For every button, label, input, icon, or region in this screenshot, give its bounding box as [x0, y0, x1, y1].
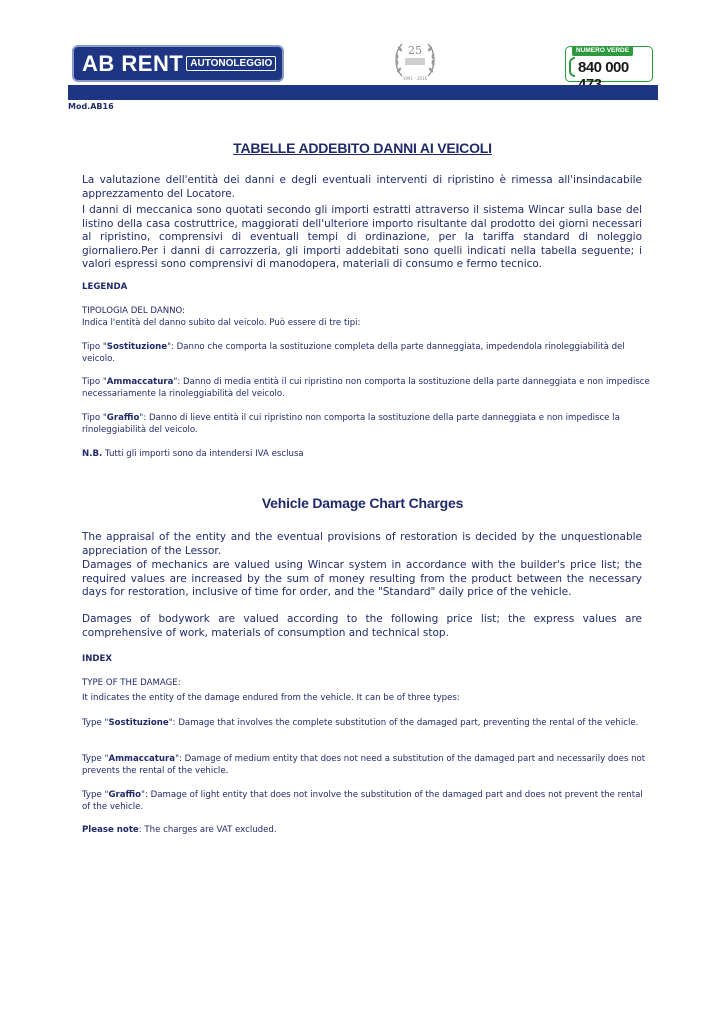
italian-type-ammaccatura: Tipo "Ammaccatura": Danno di media entità il cui ripristino non comporta la sostituzione della parte danneggiata e non impedisce necessariamente la rinoleggiabilità del veicolo.: [82, 377, 650, 399]
form-code: Mod.AB16: [68, 102, 114, 111]
english-intro-2: Damages of mechanics are valued using Wincar system in accordance with the builder's price list; the required values are increased by the sum of money resulting from the product between the necessary days for restoration, inclusive of time for order, and the "Standard" daily price of the vehicle.: [82, 559, 642, 598]
anniversary-seal-icon: [390, 36, 440, 84]
toll-free-number: 840 000: [578, 59, 629, 76]
toll-free-badge: [565, 46, 653, 82]
italian-type-graffio: Tipo "Graffio": Danno di lieve entità il cui ripristino non comporta la sostituzione della parte danneggiata e non impedisce la rinoleggiabilità del veicolo.: [82, 413, 620, 435]
english-type-desc: It indicates the entity of the damage endured from the vehicle. It can be of three types:: [82, 693, 460, 703]
italian-intro-2: I danni di meccanica sono quotati secondo gli importi estratti attraverso il sistema Wincar sulla base del listino della casa costruttrice, maggiorati dell'ulteriore importo risultante dal prodotto dei giorni necessari al ripristino, comprensivi di eventuali tempi di ordinazione, per la tariffa standard di noleggio giornaliero.Per i danni di carrozzeria, gli importi addebitati sono quelli indicati nella tabella seguente; i valori espressi sono comprensivi di manodopera, materiali di consumo e fermo tecnico.: [82, 204, 642, 270]
brand-name: AB RENT: [82, 50, 184, 76]
english-intro-3: Damages of bodywork are valued according to the following price list; the express values are comprehensive of work, materials of consumption and technical stop.: [82, 613, 642, 639]
italian-nb: N.B. Tutti gli importi sono da intendersi IVA esclusa: [82, 449, 304, 459]
english-note: Please note: The charges are VAT excluded.: [82, 825, 277, 835]
seal-number: 25: [408, 44, 422, 57]
english-title: Vehicle Damage Chart Charges: [261, 495, 464, 511]
phone-icon: [569, 57, 575, 77]
index-heading: INDEX: [82, 654, 113, 664]
italian-type-label: TIPOLOGIA DEL DANNO:: [82, 306, 186, 316]
header-bar: [68, 85, 658, 100]
toll-free-label: NUMERO VERDE: [572, 46, 633, 56]
italian-intro-1: La valutazione dell'entità dei danni e degli eventuali interventi di ripristino è rimessa all'insindacabile apprezzamento del Locatore.: [82, 174, 642, 200]
english-intro-1: The appraisal of the entity and the eventual provisions of restoration is decided by the unquestionable appreciation of the Lessor.: [82, 531, 642, 557]
legend-heading: LEGENDA: [82, 282, 128, 292]
italian-title: TABELLE ADDEBITO DANNI AI VEICOLI: [233, 140, 492, 156]
english-type-graffio: Type "Graffio": Damage of light entity that does not involve the substitution of the damaged part and does not prevent the rental of the vehicle.: [82, 790, 643, 812]
english-type-ammaccatura: Type "Ammaccatura": Damage of medium entity that does not need a substitution of the damaged part and necessarily does not prevents the rental of the vehicle.: [82, 754, 646, 776]
ab-rent-logo: [72, 45, 284, 82]
english-type-sostituzione: Type "Sostituzione": Damage that involves the complete substitution of the damaged part, preventing the rental of the vehicle.: [82, 718, 639, 728]
brand-subtitle: AUTONOLEGGIO: [186, 56, 276, 71]
italian-type-sostituzione: Tipo "Sostituzione": Danno che comporta la sostituzione completa della parte danneggiata, impedendola rinoleggiabilità del veicolo.: [82, 342, 625, 364]
english-type-label: TYPE OF THE DAMAGE:: [82, 678, 181, 688]
seal-years: 1991 - 2016: [402, 76, 428, 81]
italian-type-desc: Indica l'entità del danno subito dal veicolo. Può essere di tre tipi:: [82, 318, 361, 328]
